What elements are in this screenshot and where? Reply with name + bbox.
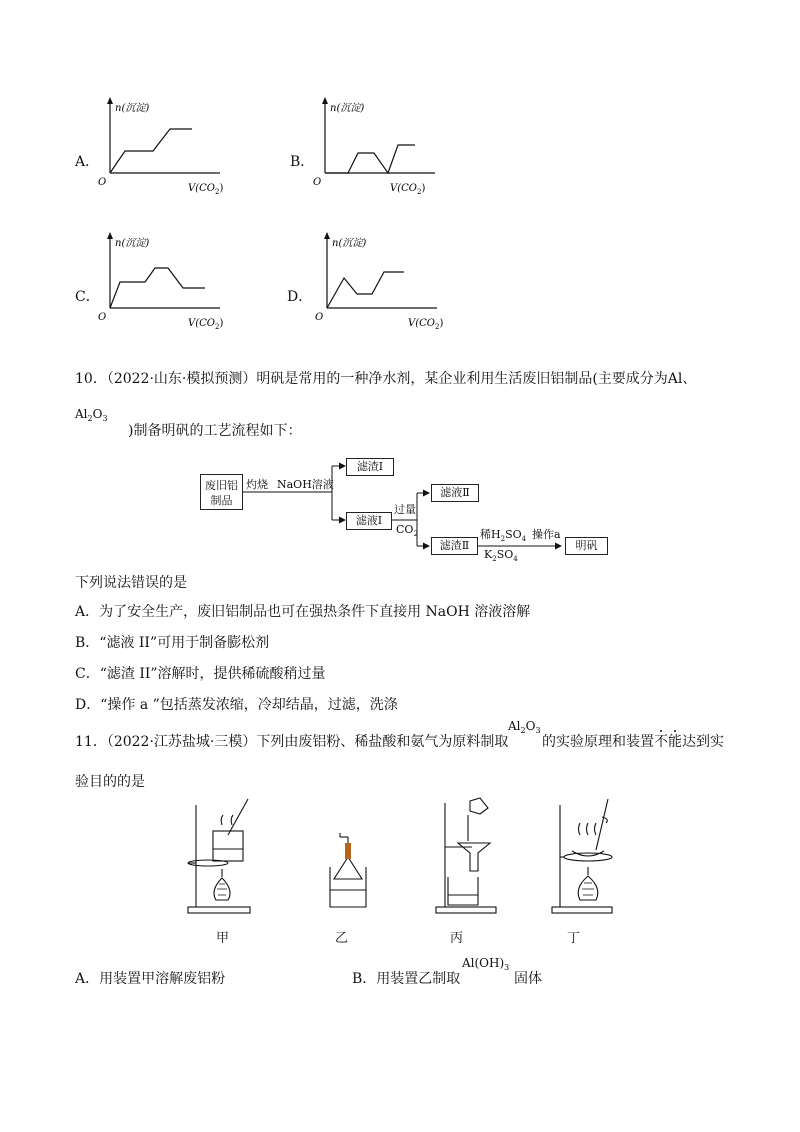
- flow-residue1-box: 滤渣Ⅰ: [346, 458, 394, 476]
- option-label: B．: [290, 154, 315, 170]
- apparatus-label-bing: 丙: [450, 931, 464, 946]
- flow-label-op-a: 操作a: [532, 528, 561, 541]
- graph-xlabel: V(CO: [390, 183, 417, 194]
- graph-xlabel: V(CO: [188, 183, 215, 194]
- graph-ylabel: n(沉淀): [332, 238, 367, 249]
- q11-line2: 验目的的是: [75, 774, 145, 790]
- option-label: D．: [287, 289, 313, 305]
- q10-option-b: B．“滤液 II”可用于制备膨松剂: [75, 635, 270, 651]
- graph-ylabel: n(沉淀): [115, 103, 150, 114]
- svg-text:V(CO2): $V(CO_2)$: [408, 318, 444, 331]
- flow-residue2-box: 滤渣Ⅱ: [431, 537, 478, 555]
- q11-option-b-chem: $Al(OH)_3$: [462, 956, 510, 972]
- svg-text:V(CO2): $V(CO_2)$: [188, 183, 224, 196]
- rubber-tube-icon: [345, 843, 351, 859]
- graph-origin: O: [98, 177, 107, 188]
- emphasis-dot-2: 能: [668, 734, 682, 750]
- flow-label-naoh: NaOH溶液: [277, 478, 334, 491]
- graph-ylabel: n(沉淀): [115, 238, 150, 249]
- graph-ylabel: n(沉淀): [330, 103, 365, 114]
- graph-xlabel: V(CO: [408, 318, 435, 329]
- flow-label-burn: 灼烧: [246, 478, 268, 491]
- q10-option-c: C．“滤渣 II”溶解时，提供稀硫酸稍过量: [75, 666, 326, 682]
- apparatus-label-yi: 乙: [335, 931, 349, 946]
- svg-text:V(CO2): $V(CO_2)$: [390, 183, 426, 196]
- apparatus-label-ding: 丁: [567, 931, 581, 946]
- flow-label-co2: $CO_2$: [396, 523, 418, 538]
- q11-option-a: A．用装置甲溶解废铝粉: [75, 971, 226, 987]
- graph-c: [95, 230, 255, 335]
- graph-b: [310, 95, 470, 200]
- q10-question: 下列说法错误的是: [75, 575, 187, 591]
- apparatus-ding: [552, 799, 612, 913]
- emphasis-dot-1: 不: [654, 734, 668, 750]
- flow-filtrate2-box: 滤液Ⅱ: [431, 484, 479, 502]
- graph-d: [312, 230, 472, 335]
- q11-chem-al2o3: $Al_2O_3$: [508, 719, 541, 735]
- flow-start-box: 废旧铝 制品: [200, 474, 243, 510]
- graph-origin: O: [313, 177, 322, 188]
- option-label: A．: [75, 154, 100, 170]
- q11-option-b-part1: B．用装置乙制取: [352, 971, 461, 987]
- q10-option-a: A．为了安全生产，废旧铝制品也可在强热条件下直接用 NaOH 溶液溶解: [75, 604, 531, 620]
- flow-product-box: 明矾: [565, 537, 608, 555]
- svg-text:V(CO2): $V(CO_2)$: [188, 318, 224, 331]
- q11-line1-part1: 11．（2022·江苏盐城·三模）下列由废铝粉、稀盐酸和氨气为原料制取: [75, 734, 509, 750]
- q10-chem-al2o3: $Al_2O_3$: [75, 407, 108, 423]
- apparatus-label-jia: 甲: [216, 931, 230, 946]
- graph-origin: O: [98, 312, 107, 323]
- graph-xlabel: V(CO: [188, 318, 215, 329]
- graph-origin: O: [315, 312, 324, 323]
- flow-label-excess: 过量: [394, 503, 416, 516]
- q10-line2: )制备明矾的工艺流程如下：: [128, 423, 302, 439]
- q10-option-d: D．“操作 a ”包括蒸发浓缩，冷却结晶，过滤，洗涤: [75, 697, 398, 713]
- flow-filtrate1-box: 滤液Ⅰ: [346, 512, 392, 530]
- graph-a: [95, 95, 255, 200]
- q11-option-b-part2: 固体: [514, 971, 542, 987]
- apparatus-jia: [188, 799, 250, 913]
- q10-line1: 10．（2022·山东·模拟预测）明矾是常用的一种净水剂，某企业利用生活废旧铝制品(主要成分为Al、: [75, 371, 697, 387]
- flow-label-k2so4: $K_2SO_4$: [484, 548, 518, 563]
- q11-line1-rest: 的实验原理和装置不能达到实: [542, 734, 724, 750]
- flow-label-h2so4: 稀$H_2SO_4$: [480, 528, 527, 543]
- apparatus-bing: [436, 798, 496, 913]
- q11-apparatus: [180, 795, 630, 925]
- option-label: C．: [75, 289, 100, 305]
